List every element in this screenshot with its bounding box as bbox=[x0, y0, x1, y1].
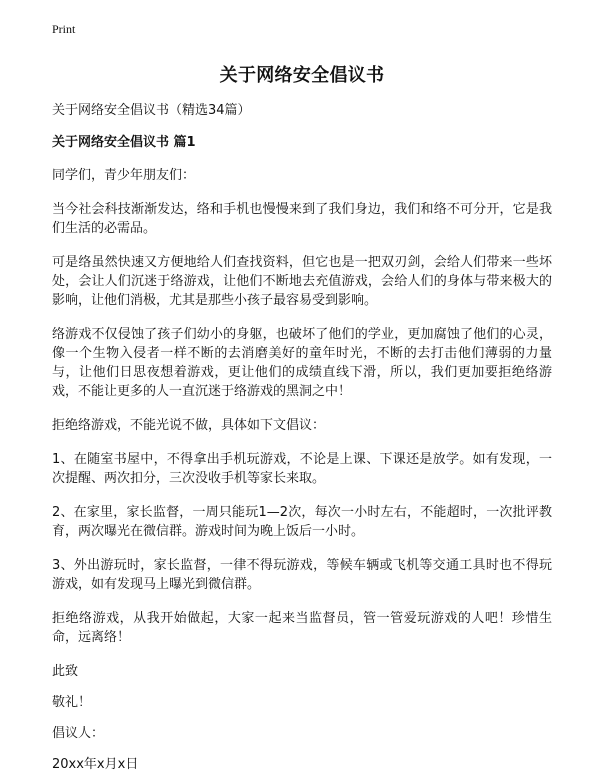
impact-paragraph: 可是络虽然快速又方便地给人们查找资料，但它也是一把双刃剑，会给人们带来一些坏处，会让人们沉迷于络游戏，让他们不断地去充值游戏，会给人们的身体与带来极大的影响，让他们消极，尤其是那些小孩子最容易受到影响。 bbox=[52, 255, 552, 308]
proposal-item-2: 2、在家里，家长监督，一周只能玩1—2次，每次一小时左右，不能超时，一次批评教育，两次曝光在微信群。游戏时间为晚上饭后一小时。 bbox=[52, 505, 552, 539]
section-title: 关于网络安全倡议书 篇1 bbox=[52, 135, 196, 150]
intro-paragraph: 当今社会科技渐渐发达，络和手机也慢慢来到了我们身边，我们和络不可分开，它是我们生活的必需品。 bbox=[52, 202, 552, 236]
greeting-paragraph: 同学们，青少年朋友们： bbox=[52, 168, 196, 183]
signatory-line: 倡议人： bbox=[52, 726, 105, 741]
print-link[interactable]: Print bbox=[52, 22, 76, 36]
date-line: 20xx年x月x日 bbox=[52, 757, 139, 772]
salutation-line-1: 此致 bbox=[52, 664, 79, 679]
proposal-item-1: 1、在随室书屋中，不得拿出手机玩游戏，不论是上课、下课还是放学。如有发现，一次提醒、两次扣分，三次没收手机等家长来取。 bbox=[52, 452, 552, 486]
proposal-intro-paragraph: 拒绝络游戏，不能光说不做，具体如下文倡议： bbox=[52, 418, 326, 433]
document-title: 关于网络安全倡议书 bbox=[219, 65, 385, 86]
closing-paragraph: 拒绝络游戏，从我开始做起，大家一起来当监督员，管一管爱玩游戏的人吧！珍惜生命，远离络！ bbox=[52, 611, 552, 645]
harm-paragraph: 络游戏不仅侵蚀了孩子们幼小的身躯，也破坏了他们的学业，更加腐蚀了他们的心灵，像一个生物入侵者一样不断的去消磨美好的童年时光，不断的去打击他们薄弱的力量与，让他们日思夜想着游戏，更让他们的成绩直线下滑，所以，我们更加要拒绝络游戏，不能让更多的人一直沉迷于络游戏的黑洞之中！ bbox=[52, 327, 552, 399]
proposal-item-3: 3、外出游玩时，家长监督，一律不得玩游戏，等候车辆或飞机等交通工具时也不得玩游戏，如有发现马上曝光到微信群。 bbox=[52, 558, 552, 592]
salutation-line-2: 敬礼！ bbox=[52, 695, 92, 710]
document-subtitle: 关于网络安全倡议书（精选34篇） bbox=[52, 103, 251, 118]
